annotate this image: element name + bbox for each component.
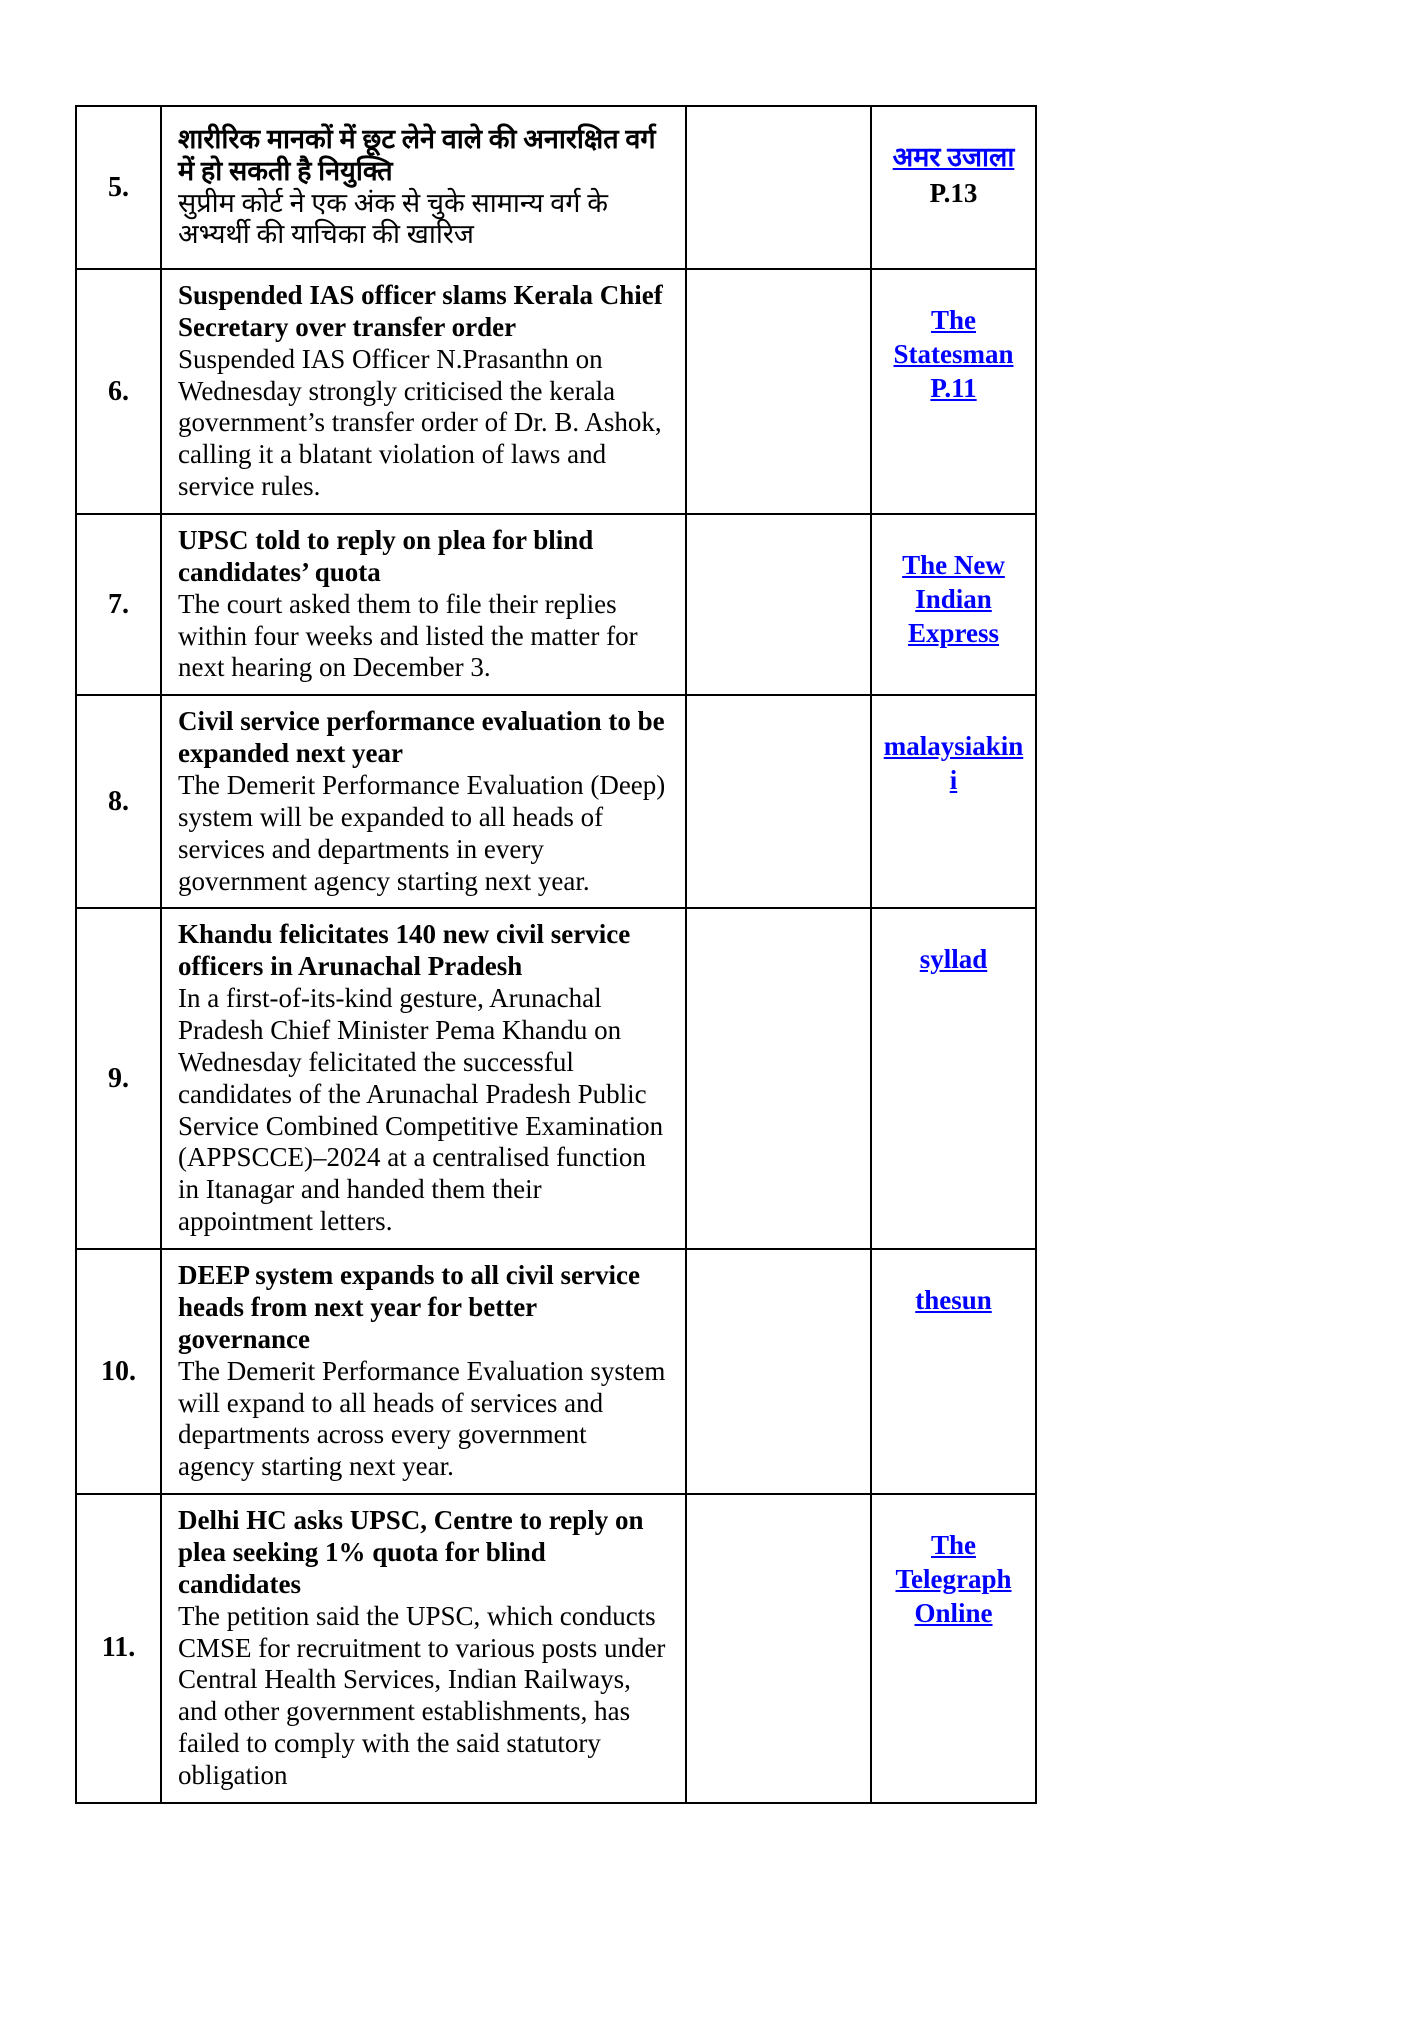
summary: Suspended IAS Officer N.Prasanthn on Wednesday strongly criticised the kerala government’s transfer order of Dr. B. Ashok, calling it a blatant violation of laws and service rules. — [178, 343, 662, 502]
summary: सुप्रीम कोर्ट ने एक अंक से चुके सामान्य वर्ग के अभ्यर्थी की याचिका की खारिज — [178, 187, 608, 250]
row-number: 11. — [76, 1494, 161, 1803]
headline: Suspended IAS officer slams Kerala Chief Secretary over transfer order — [178, 280, 663, 342]
row-content — [161, 106, 686, 269]
row-content — [161, 908, 686, 1249]
row-number: 8. — [76, 695, 161, 908]
source-link[interactable]: The Statesman P.11 — [893, 305, 1014, 403]
source-link[interactable]: The New Indian Express — [902, 550, 1005, 648]
table-row — [76, 1494, 1036, 1803]
source-cell — [871, 1494, 1036, 1803]
row-number: 6. — [76, 269, 161, 514]
source-cell — [871, 269, 1036, 514]
table-row — [76, 908, 1036, 1249]
row-number: 9. — [76, 908, 161, 1249]
row-number: 5. — [76, 106, 161, 269]
source-cell — [871, 514, 1036, 695]
headline: Civil service performance evaluation to be expanded next year — [178, 706, 665, 769]
table-row — [76, 1249, 1036, 1494]
empty-cell — [686, 1249, 871, 1494]
source-link[interactable]: syllad — [919, 944, 988, 975]
source-link[interactable]: The Telegraph Online — [895, 1530, 1012, 1628]
source-link[interactable]: malaysiakini — [883, 731, 1024, 796]
row-content — [161, 695, 686, 908]
row-content — [161, 1249, 686, 1494]
table-row — [76, 269, 1036, 514]
source-cell — [871, 106, 1036, 269]
headline: UPSC told to reply on plea for blind candidates’ quota — [178, 525, 594, 587]
summary: In a first-of-its-kind gesture, Arunachal Pradesh Chief Minister Pema Khandu on Wednesday felicitated the successful candidates of the Arunachal Pradesh Public Service Combined Competitive Examination (APPSCCE)–2024 at a centralised function in Itanagar and handed them their appointment letters. — [178, 983, 664, 1237]
source-link[interactable]: thesun — [915, 1285, 992, 1316]
headline: शारीरिक मानकों में छूट लेने वाले की अनारक्षित वर्ग में हो सकती है नियुक्ति — [178, 123, 656, 186]
row-content — [161, 514, 686, 695]
headline: Delhi HC asks UPSC, Centre to reply on plea seeking 1% quota for blind candidates — [178, 1505, 644, 1599]
summary: The petition said the UPSC, which conducts CMSE for recruitment to various posts under Central Health Services, Indian Railways, and other government establishments, has failed to comply with the said statutory obligation — [178, 1600, 666, 1790]
empty-cell — [686, 695, 871, 908]
summary: The court asked them to file their replies within four weeks and listed the matter for next hearing on December 3. — [178, 588, 638, 683]
empty-cell — [686, 1494, 871, 1803]
page-ref: P.13 — [929, 177, 978, 208]
table-row — [76, 695, 1036, 908]
row-content — [161, 269, 686, 514]
row-number: 7. — [76, 514, 161, 695]
row-content — [161, 1494, 686, 1803]
source-cell — [871, 1249, 1036, 1494]
source-cell — [871, 908, 1036, 1249]
table-row — [76, 106, 1036, 269]
empty-cell — [686, 106, 871, 269]
headline: DEEP system expands to all civil service heads from next year for better governance — [178, 1260, 640, 1354]
headline: Khandu felicitates 140 new civil service officers in Arunachal Pradesh — [178, 919, 631, 982]
empty-cell — [686, 514, 871, 695]
empty-cell — [686, 908, 871, 1249]
table-row — [76, 514, 1036, 695]
empty-cell — [686, 269, 871, 514]
source-cell — [871, 695, 1036, 908]
summary: The Demerit Performance Evaluation (Deep) system will be expanded to all heads of services and departments in every government agency starting next year. — [178, 770, 666, 896]
summary: The Demerit Performance Evaluation system will expand to all heads of services and departments across every government agency starting next year. — [178, 1355, 666, 1482]
row-number: 10. — [76, 1249, 161, 1494]
news-clippings-table — [75, 105, 1037, 1804]
source-link[interactable]: अमर उजाला — [892, 142, 1015, 172]
